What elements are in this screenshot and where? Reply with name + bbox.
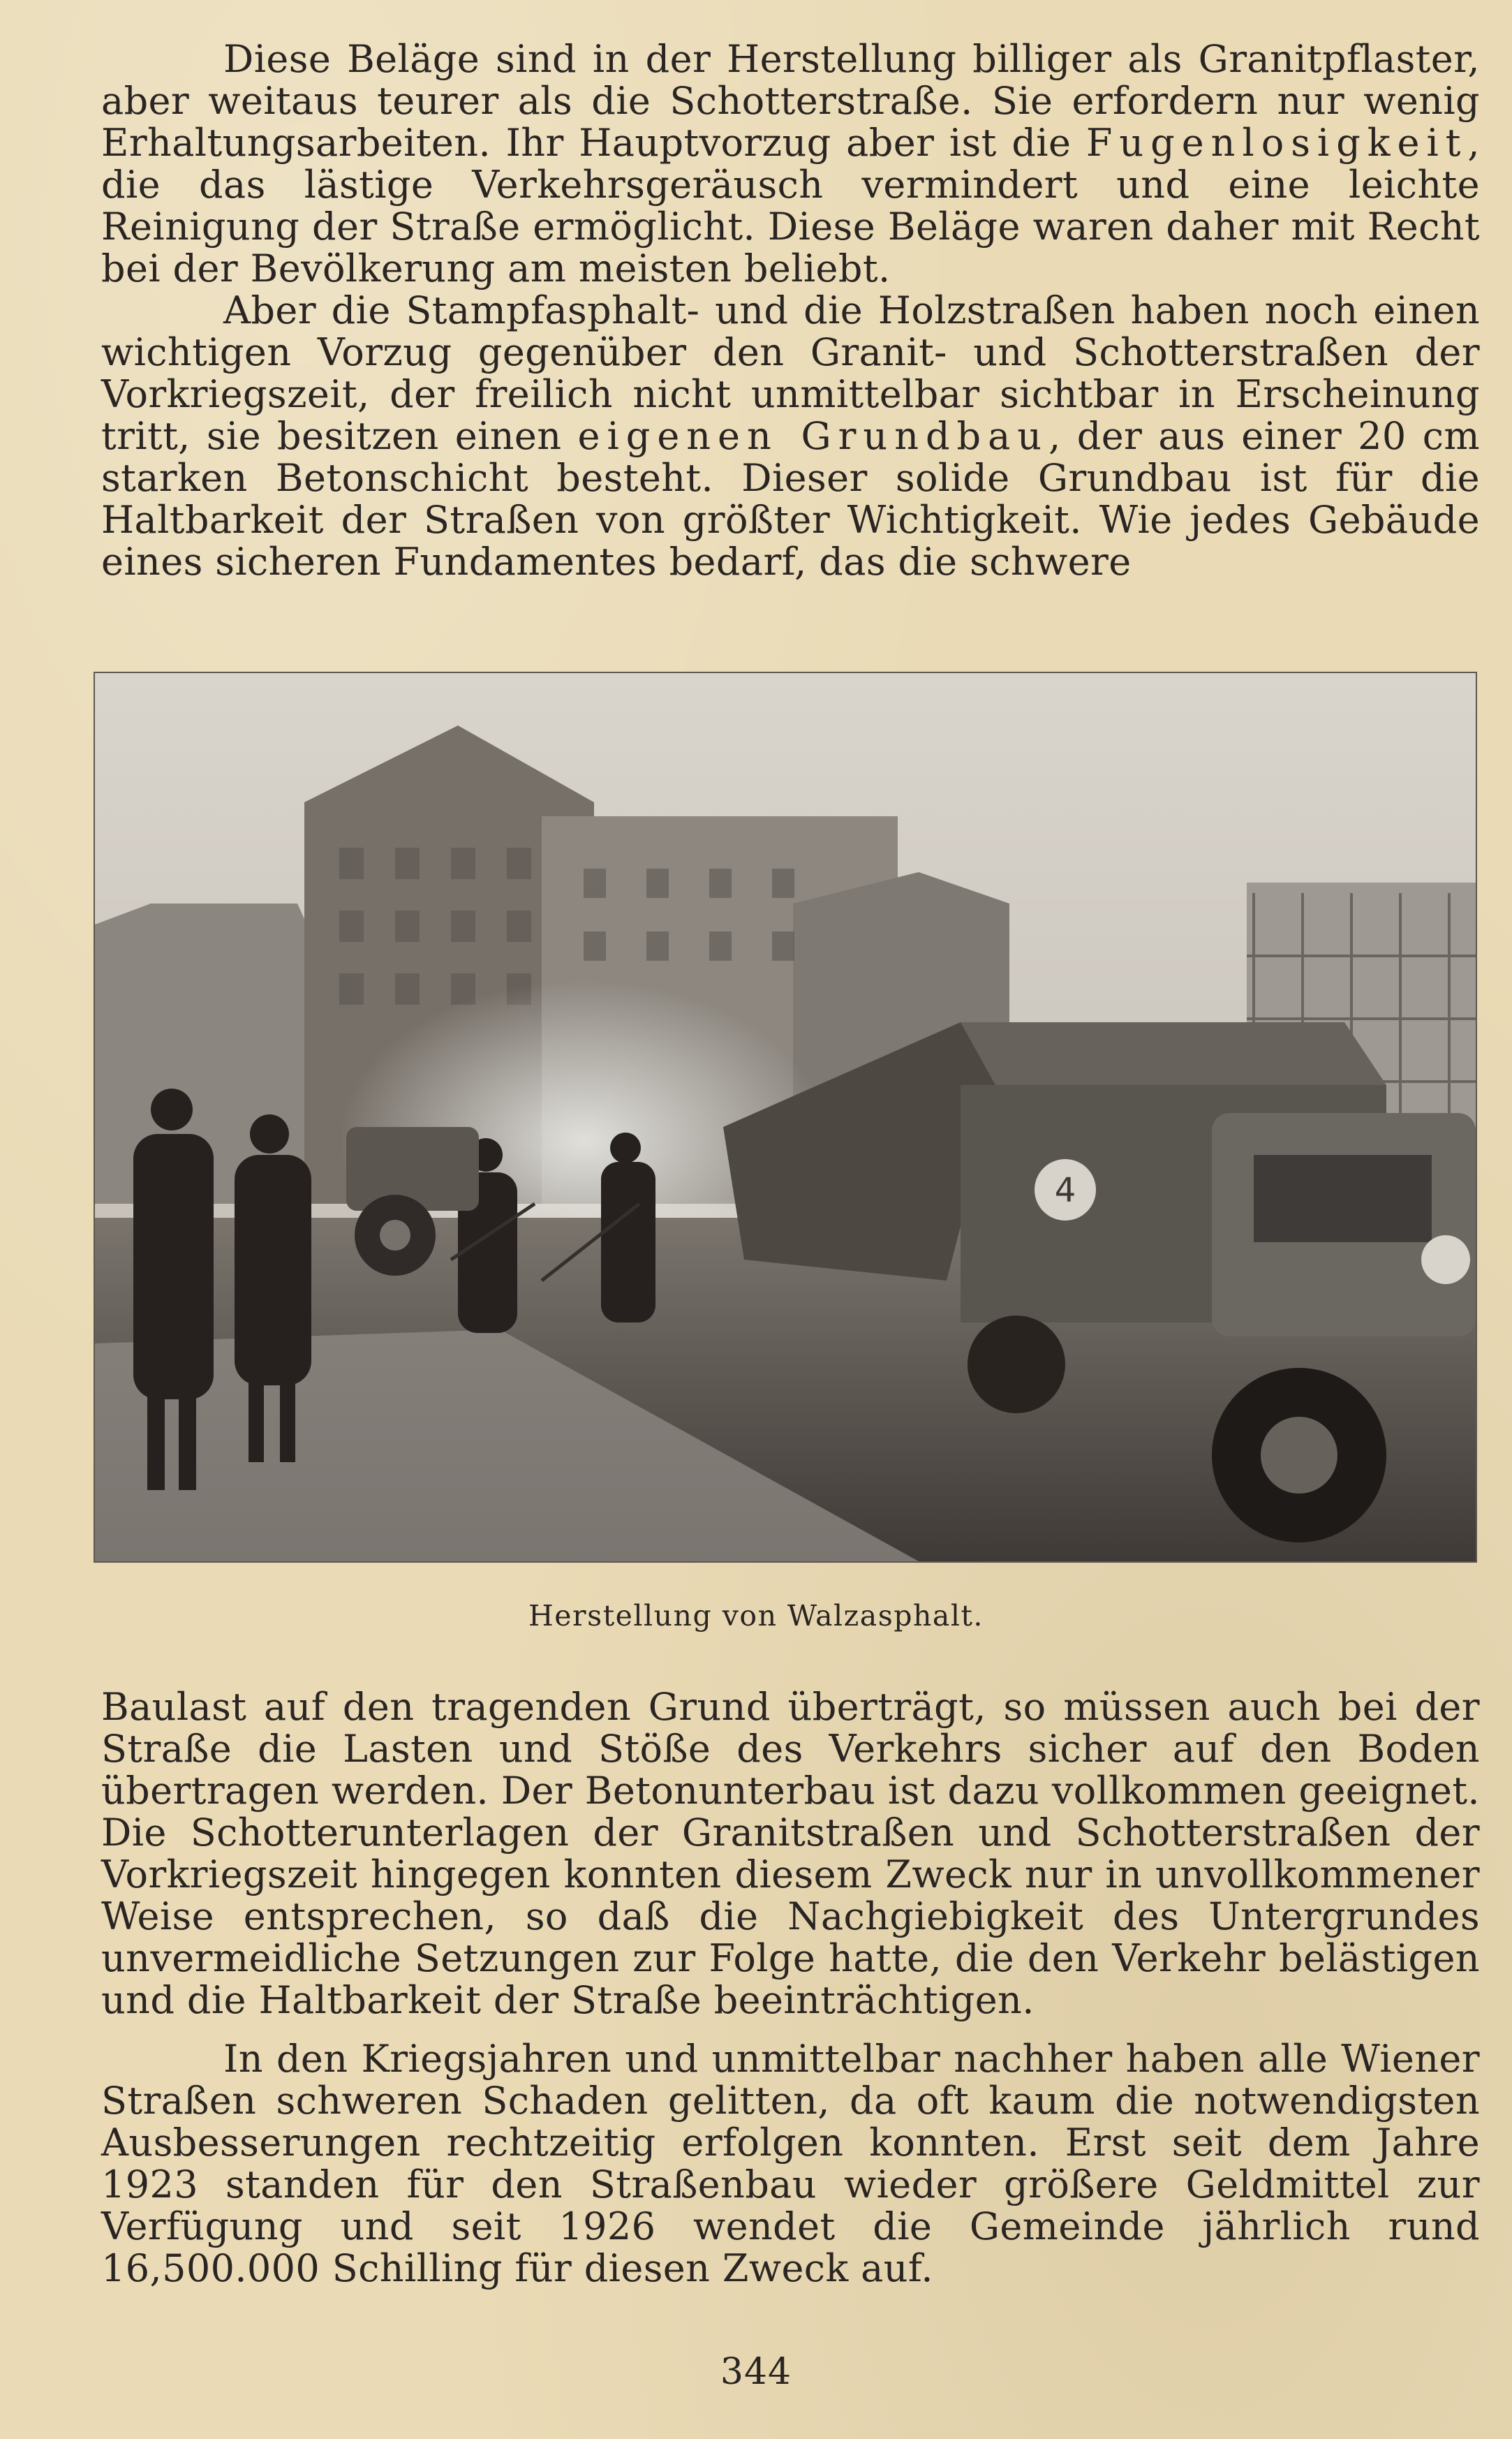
photo-illustration xyxy=(95,673,1476,1561)
truck-number: 4 xyxy=(1054,1171,1076,1210)
photo-caption: Herstellung von Walzasphalt. xyxy=(528,1599,984,1633)
paragraph-1-end: , die das lästige Verkehrsgeräusch vermindert und eine leichte Reinigung der Straße ermöglicht. Diese Beläge waren daher mit Recht bei der Bevölkerung am meisten beliebt. xyxy=(101,121,1480,290)
street-construction-photo xyxy=(94,672,1477,1563)
page-number: 344 xyxy=(720,2351,792,2393)
paragraph-1-start: Diese Beläge sind in der Herstellung billiger als Granitpflaster, aber weitaus teurer als die Schotterstraße. Sie erfordern nur wenig Erhaltungsarbeiten. Ihr Hauptvorzug aber ist die xyxy=(101,37,1480,165)
paragraph-3: Baulast auf den tragenden Grund überträgt, so müssen auch bei der Straße die Lasten und Stöße des Verkehrs sicher auf den Boden übertragen werden. Der Betonunterbau ist dazu vollkommen geeignet. Die Schotterunterlagen der Granitstraßen und Schotterstraßen der Vorkriegszeit hingegen konnten diesem Zweck nur in unvollkommener Weise entsprechen, so daß die Nachgiebigkeit des Untergrundes unvermeidliche Setzungen zur Folge hatte, die den Verkehr belästigen und die Haltbarkeit der Straße beeinträchtigen. xyxy=(101,1685,1480,2022)
paragraph-4: In den Kriegsjahren und unmittelbar nachher haben alle Wiener Straßen schweren Schaden gelitten, da oft kaum die notwendigsten Ausbesserungen rechtzeitig erfolgen konnten. Erst seit dem Jahre 1923 standen für den Straßenbau wieder größere Geldmittel zur Verfügung und seit 1926 wendet die Gemeinde jährlich rund 16,500.000 Schilling für diesen Zweck auf. xyxy=(101,2037,1480,2290)
paragraph-1 xyxy=(101,38,1480,290)
upper-text xyxy=(101,38,1480,583)
paragraph-2-start: Aber die Stampfasphalt- und die Holzstraßen haben noch einen wichtigen Vorzug gegenüber den Granit- und Schotterstraßen der Vorkriegszeit, der freilich nicht unmittelbar sichtbar in Erscheinung tritt, sie besitzen einen xyxy=(101,288,1480,458)
paragraph-2 xyxy=(101,290,1480,583)
paragraph-2-end: , der aus einer 20 cm starken Betonschicht besteht. Dieser solide Grundbau ist für die Haltbarkeit der Straßen von größter Wichtigkeit. Wie jedes Gebäude eines sicheren Fundamentes bedarf, das die schwere xyxy=(101,414,1480,584)
lower-text xyxy=(101,1686,1480,2290)
emphasized-term: Fugenlosigkeit xyxy=(1085,121,1468,165)
emphasized-phrase: eigenen Grundbau xyxy=(577,414,1049,458)
